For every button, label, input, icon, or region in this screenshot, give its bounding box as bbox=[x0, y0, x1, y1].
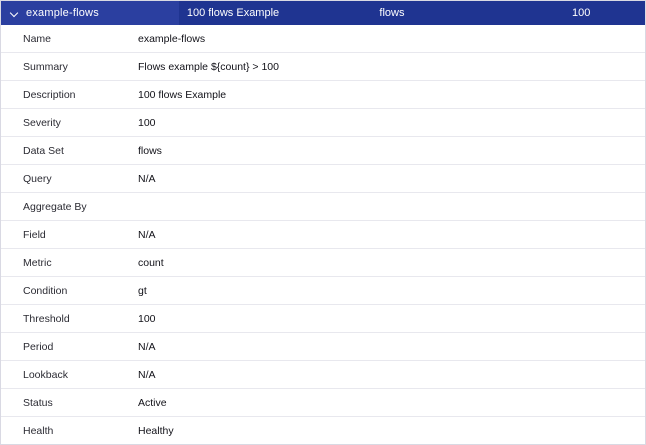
table-row bbox=[1, 221, 645, 249]
row-label: Field bbox=[23, 228, 46, 241]
row-label: Severity bbox=[23, 116, 61, 129]
row-label: Data Set bbox=[23, 144, 64, 157]
row-value: N/A bbox=[138, 228, 156, 241]
table-row bbox=[1, 25, 645, 53]
table-row bbox=[1, 53, 645, 81]
row-label: Query bbox=[23, 172, 52, 185]
row-value: flows bbox=[138, 144, 162, 157]
row-label: Description bbox=[23, 88, 76, 101]
row-label: Metric bbox=[23, 256, 52, 269]
table-row bbox=[1, 277, 645, 305]
table-row bbox=[1, 109, 645, 137]
table-row bbox=[1, 165, 645, 193]
header-title-label: example-flows bbox=[26, 7, 99, 19]
row-label: Summary bbox=[23, 60, 68, 73]
row-label: Health bbox=[23, 424, 54, 437]
table-row bbox=[1, 417, 645, 444]
header-severity-cell: 100 bbox=[571, 7, 591, 19]
row-value: N/A bbox=[138, 172, 156, 185]
detail-rows bbox=[1, 25, 645, 444]
table-row bbox=[1, 361, 645, 389]
row-value: gt bbox=[138, 284, 147, 297]
row-value: Active bbox=[138, 396, 167, 409]
row-value: Flows example ${count} > 100 bbox=[138, 60, 279, 73]
row-label: Condition bbox=[23, 284, 68, 297]
row-value: count bbox=[138, 256, 164, 269]
row-value: 100 flows Example bbox=[138, 88, 227, 101]
row-value: example-flows bbox=[138, 32, 206, 45]
row-value: Healthy bbox=[138, 424, 174, 437]
row-label: Threshold bbox=[23, 312, 70, 325]
table-row bbox=[1, 137, 645, 165]
row-value: N/A bbox=[138, 340, 156, 353]
row-value: N/A bbox=[138, 368, 156, 381]
row-value: 100 bbox=[138, 312, 156, 325]
row-label: Name bbox=[23, 32, 52, 45]
row-value: 100 bbox=[138, 116, 156, 129]
row-label: Status bbox=[23, 396, 53, 409]
table-row bbox=[1, 249, 645, 277]
table-row bbox=[1, 193, 645, 221]
table-row bbox=[1, 333, 645, 361]
table-row bbox=[1, 81, 645, 109]
table-row bbox=[1, 389, 645, 417]
header-title-cell[interactable] bbox=[1, 1, 179, 25]
panel-header-row[interactable] bbox=[1, 1, 645, 25]
row-label: Lookback bbox=[23, 368, 68, 381]
header-dataset-cell: flows bbox=[379, 7, 405, 19]
row-label: Period bbox=[23, 340, 54, 353]
header-description-cell: 100 flows Example bbox=[186, 7, 280, 19]
chevron-down-icon[interactable] bbox=[11, 9, 20, 18]
row-label: Aggregate By bbox=[23, 200, 87, 213]
table-row bbox=[1, 305, 645, 333]
